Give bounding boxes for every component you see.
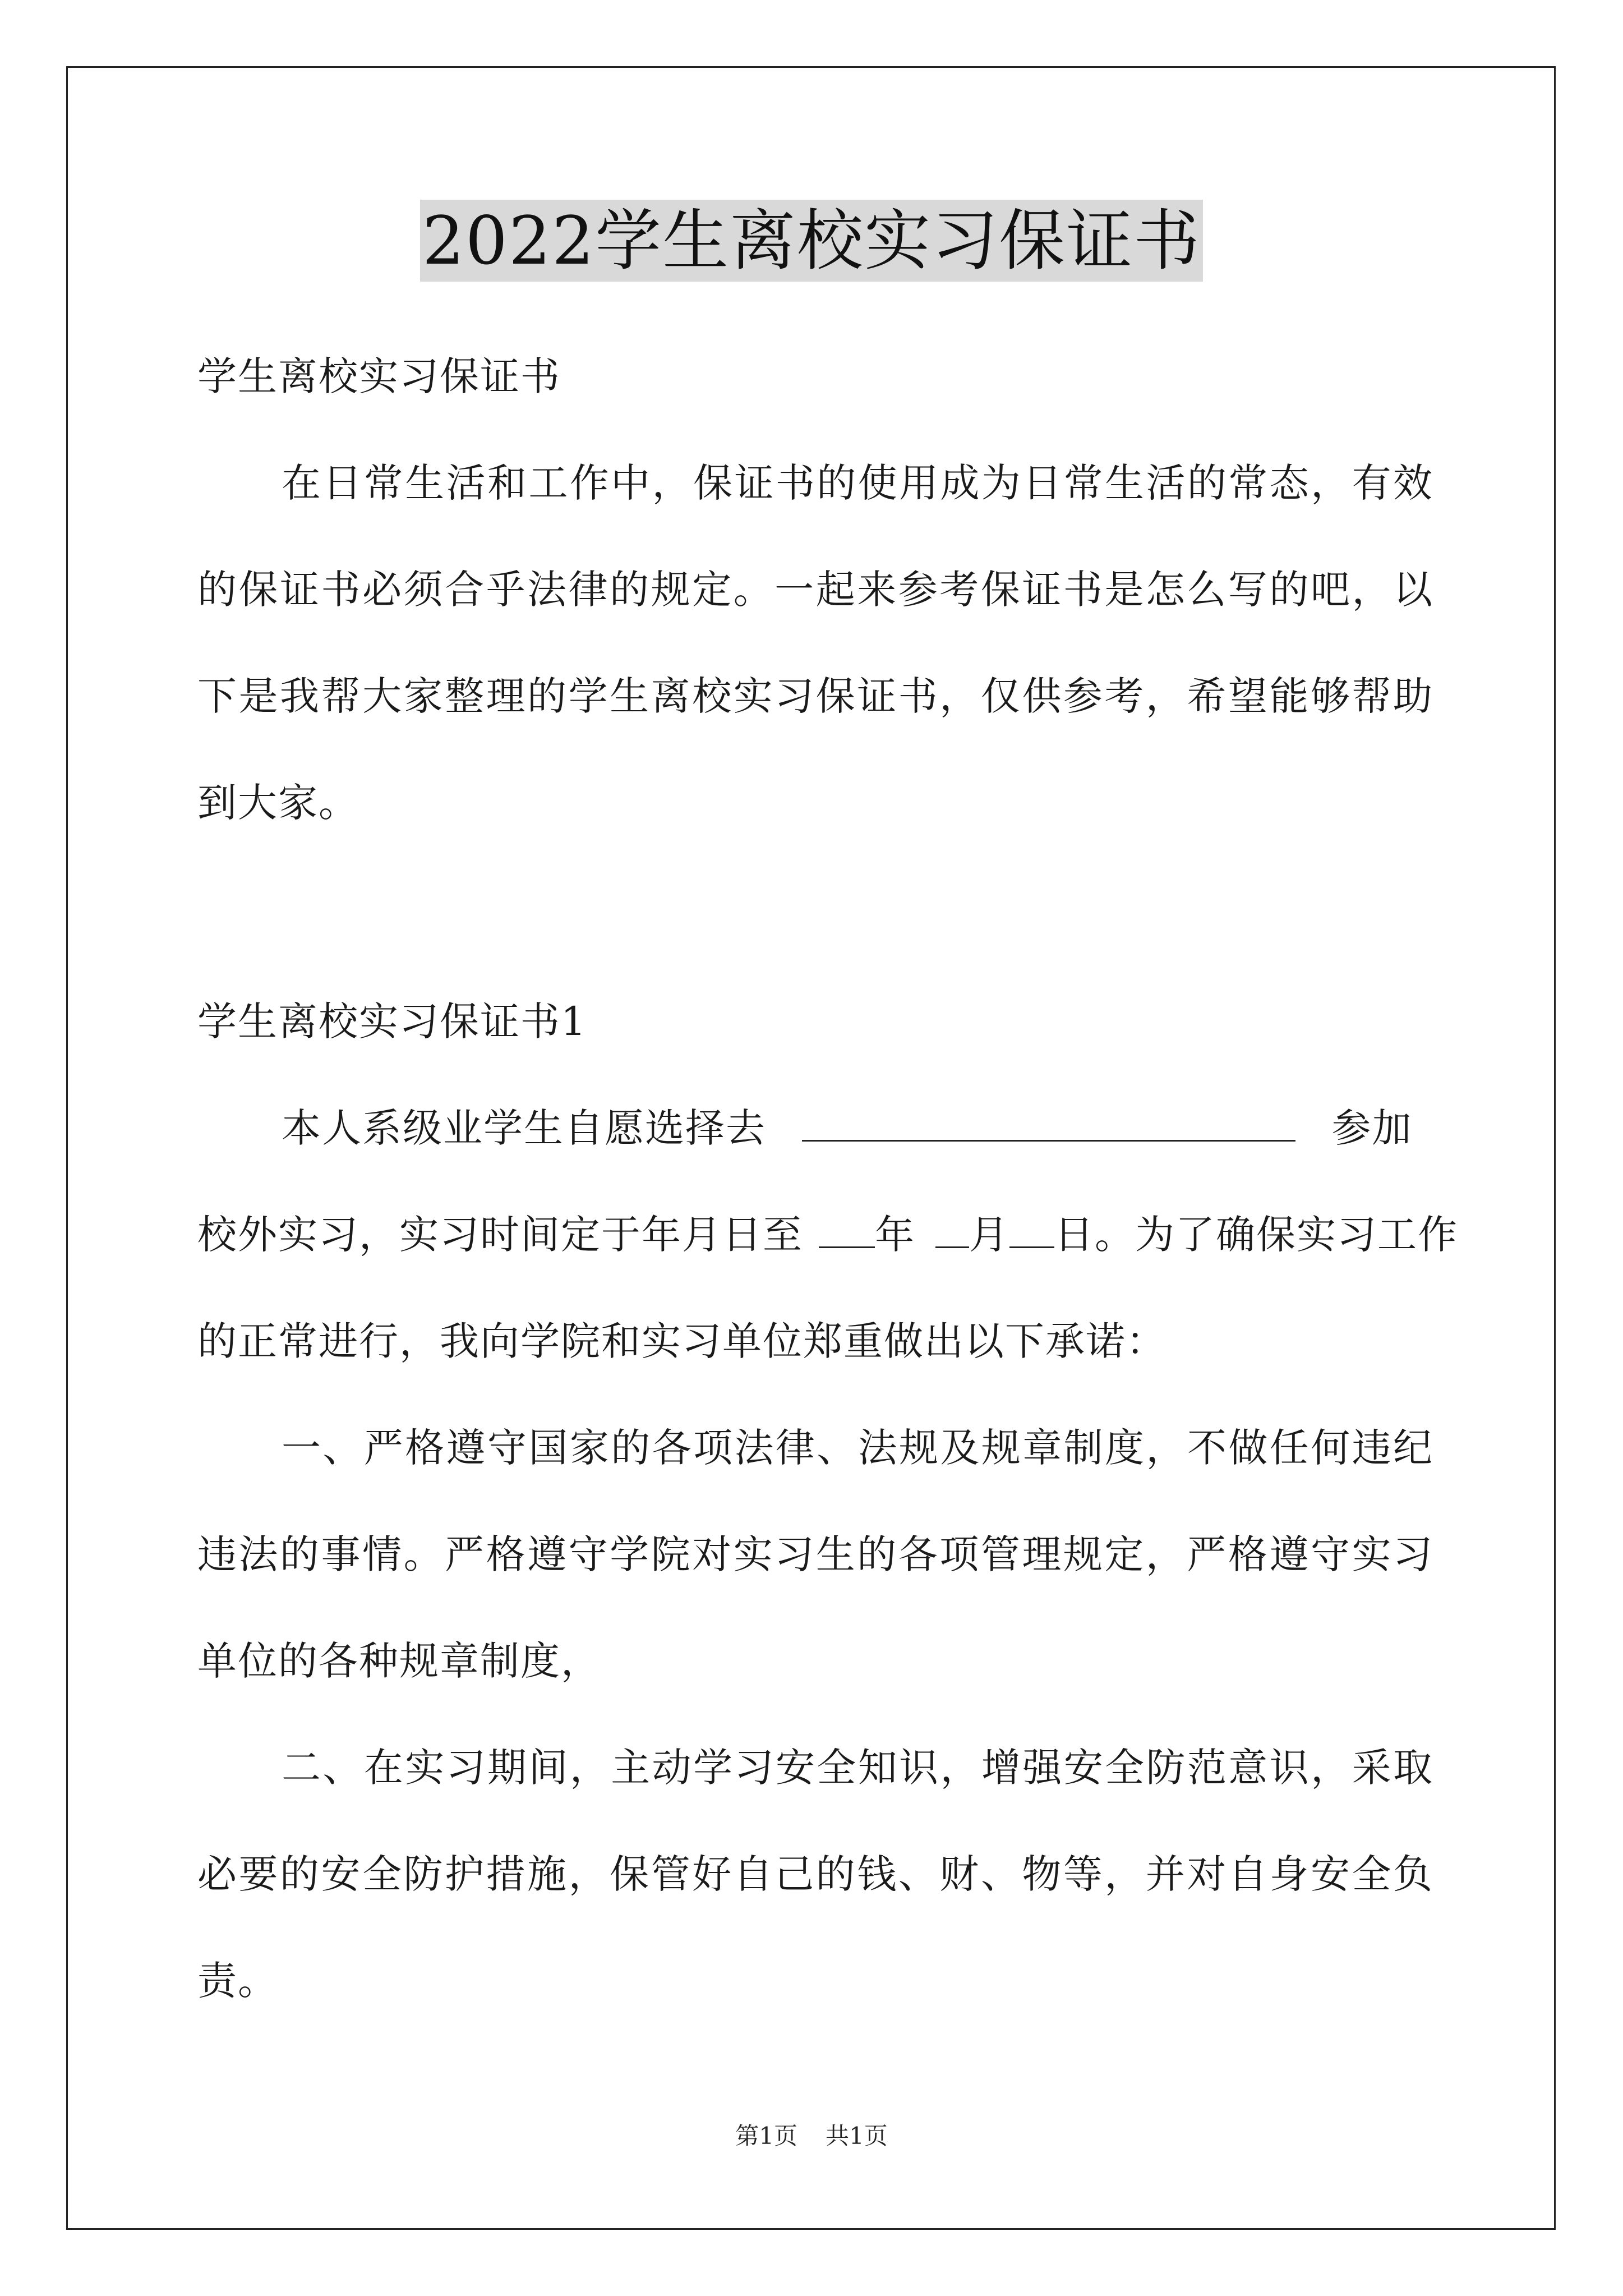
intro-line-2: 的保证书必须合乎法律的规定。一起来参考保证书是怎么写的吧，以 — [197, 567, 1433, 613]
intro-line-3: 下是我帮大家整理的学生离校实习保证书，仅供参考，希望能够帮助 — [197, 673, 1433, 719]
blank-day — [1009, 1214, 1054, 1248]
paragraph-1-line-2-end: 日。为了确保实习工作 — [1054, 1212, 1458, 1258]
document-title: 2022学生离校实习保证书 — [420, 200, 1203, 282]
page-total: 共1页 — [826, 2122, 888, 2150]
intro-line-4: 到大家。 — [197, 780, 359, 826]
paragraph-1-line-2-month: 月 — [969, 1212, 1009, 1258]
page-number: 第1页 — [735, 2122, 797, 2150]
blank-fill-line — [802, 1107, 1295, 1142]
paragraph-1-line-2 — [197, 1209, 1458, 1260]
blank-year — [819, 1214, 875, 1248]
paragraph-3-line-3: 责。 — [197, 1958, 278, 2004]
paragraph-1-line-1 — [282, 1103, 1433, 1153]
paragraph-2-line-1: 一、严格遵守国家的各项法律、法规及规章制度，不做任何违纪 — [282, 1425, 1433, 1471]
page-footer — [0, 2120, 1623, 2152]
section-heading: 学生离校实习保证书1 — [197, 999, 587, 1045]
document-subtitle: 学生离校实习保证书 — [197, 353, 561, 399]
paragraph-2-line-3: 单位的各种规章制度， — [197, 1638, 601, 1684]
paragraph-1-line-2-year: 年 — [875, 1212, 915, 1258]
paragraph-1-line-1-end: 参加 — [1331, 1105, 1413, 1151]
blank-month — [935, 1214, 969, 1248]
paragraph-3-line-1: 二、在实习期间，主动学习安全知识，增强安全防范意识，采取 — [282, 1745, 1433, 1791]
paragraph-3-line-2: 必要的安全防护措施，保管好自己的钱、财、物等，并对自身安全负 — [197, 1851, 1433, 1897]
paragraph-1-line-1-start: 本人系级业学生自愿选择去 — [282, 1105, 766, 1151]
paragraph-1-line-2-start: 校外实习，实习时间定于年月日至 — [197, 1212, 803, 1258]
intro-line-1: 在日常生活和工作中，保证书的使用成为日常生活的常态，有效 — [282, 460, 1433, 506]
paragraph-2-line-2: 违法的事情。严格遵守学院对实习生的各项管理规定，严格遵守实习 — [197, 1531, 1433, 1577]
paragraph-1-line-3: 的正常进行，我向学院和实习单位郑重做出以下承诺： — [197, 1318, 1166, 1364]
title-block — [0, 200, 1623, 282]
